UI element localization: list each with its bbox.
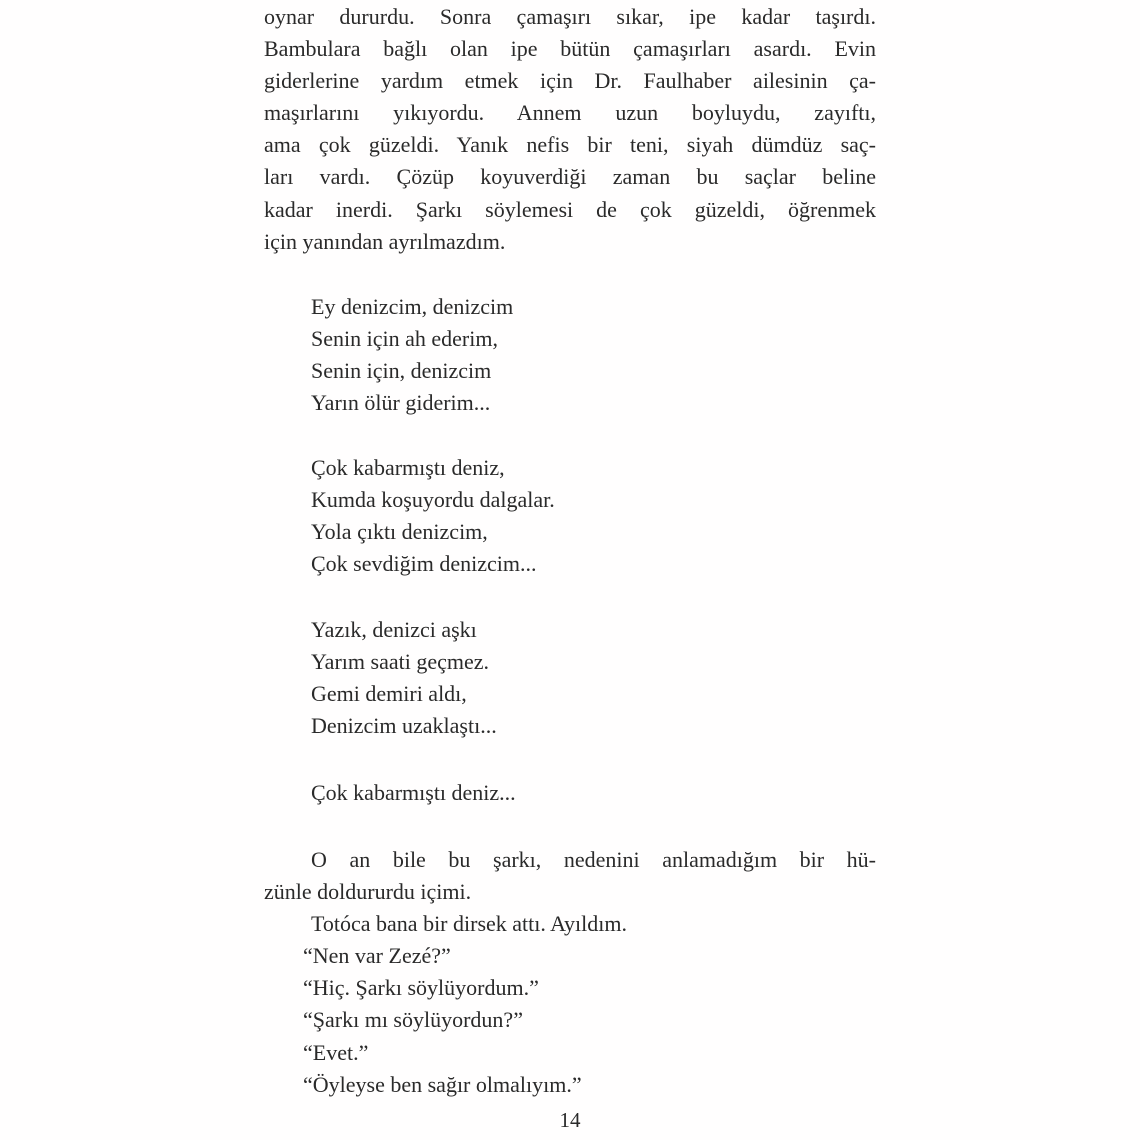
prose-line: O an bile bu şarkı, nedenini anlamadığım bir hü-: [311, 846, 876, 872]
prose-line: zünle doldururdu içimi.: [264, 879, 472, 905]
closing-paragraph: [264, 844, 876, 908]
poem-line: Yola çıktı denizcim,: [311, 519, 488, 545]
prose-line: için yanından ayrılmazdım.: [264, 228, 506, 254]
dialogue-line: “Şarkı mı söylüyordun?”: [303, 1007, 523, 1033]
text-column: [264, 1, 876, 1101]
prose-line: giderlerine yardım etmek için Dr. Faulhaber ailesinin ça-: [264, 68, 876, 94]
prose-line: oynar dururdu. Sonra çamaşırı sıkar, ipe kadar taşırdı.: [264, 4, 876, 29]
poem-line: Gemi demiri aldı,: [311, 680, 467, 706]
poem-line: Ey denizcim, denizcim: [311, 293, 514, 319]
poem-line: Çok kabarmıştı deniz,: [311, 455, 505, 481]
narration-paragraph: [264, 908, 876, 940]
song-stanza-1: [264, 291, 876, 419]
prose-line: Totóca bana bir dirsek attı. Ayıldım.: [311, 911, 627, 937]
poem-line: Çok kabarmıştı deniz...: [311, 779, 516, 805]
prose-line: kadar inerdi. Şarkı söylemesi de çok güzeldi, öğrenmek: [264, 196, 876, 222]
poem-line: Yarım saati geçmez.: [311, 648, 489, 674]
prose-line: maşırlarını yıkıyordu. Annem uzun boyluydu, zayıftı,: [264, 100, 876, 126]
poem-line: Çok sevdiğim denizcim...: [311, 551, 537, 577]
dialogue: [264, 940, 876, 1100]
prose-line: ama çok güzeldi. Yanık nefis bir teni, siyah dümdüz saç-: [264, 132, 876, 158]
dialogue-line: “Nen var Zezé?”: [303, 943, 451, 969]
poem-line: Senin için, denizcim: [311, 357, 492, 383]
song-stanza-2: [264, 452, 876, 580]
poem-line: Denizcim uzaklaştı...: [311, 712, 497, 738]
poem-line: Kumda koşuyordu dalgalar.: [311, 487, 555, 513]
prose-line: ları vardı. Çözüp koyuverdiği zaman bu saçlar beline: [264, 164, 876, 190]
page-number: 14: [559, 1108, 581, 1132]
song-stanza-3: [264, 614, 876, 742]
poem-line: Senin için ah ederim,: [311, 325, 498, 351]
opening-paragraph: [264, 1, 876, 258]
poem-line: Yazık, denizci aşkı: [311, 616, 477, 642]
dialogue-line: “Evet.”: [303, 1039, 369, 1065]
prose-line: Bambulara bağlı olan ipe bütün çamaşırları asardı. Evin: [264, 36, 876, 62]
dialogue-line: “Öyleyse ben sağır olmalıyım.”: [303, 1071, 582, 1097]
poem-line: Yarın ölür giderim...: [311, 390, 491, 416]
song-refrain: [264, 777, 876, 809]
dialogue-line: “Hiç. Şarkı söylüyordum.”: [303, 975, 539, 1001]
